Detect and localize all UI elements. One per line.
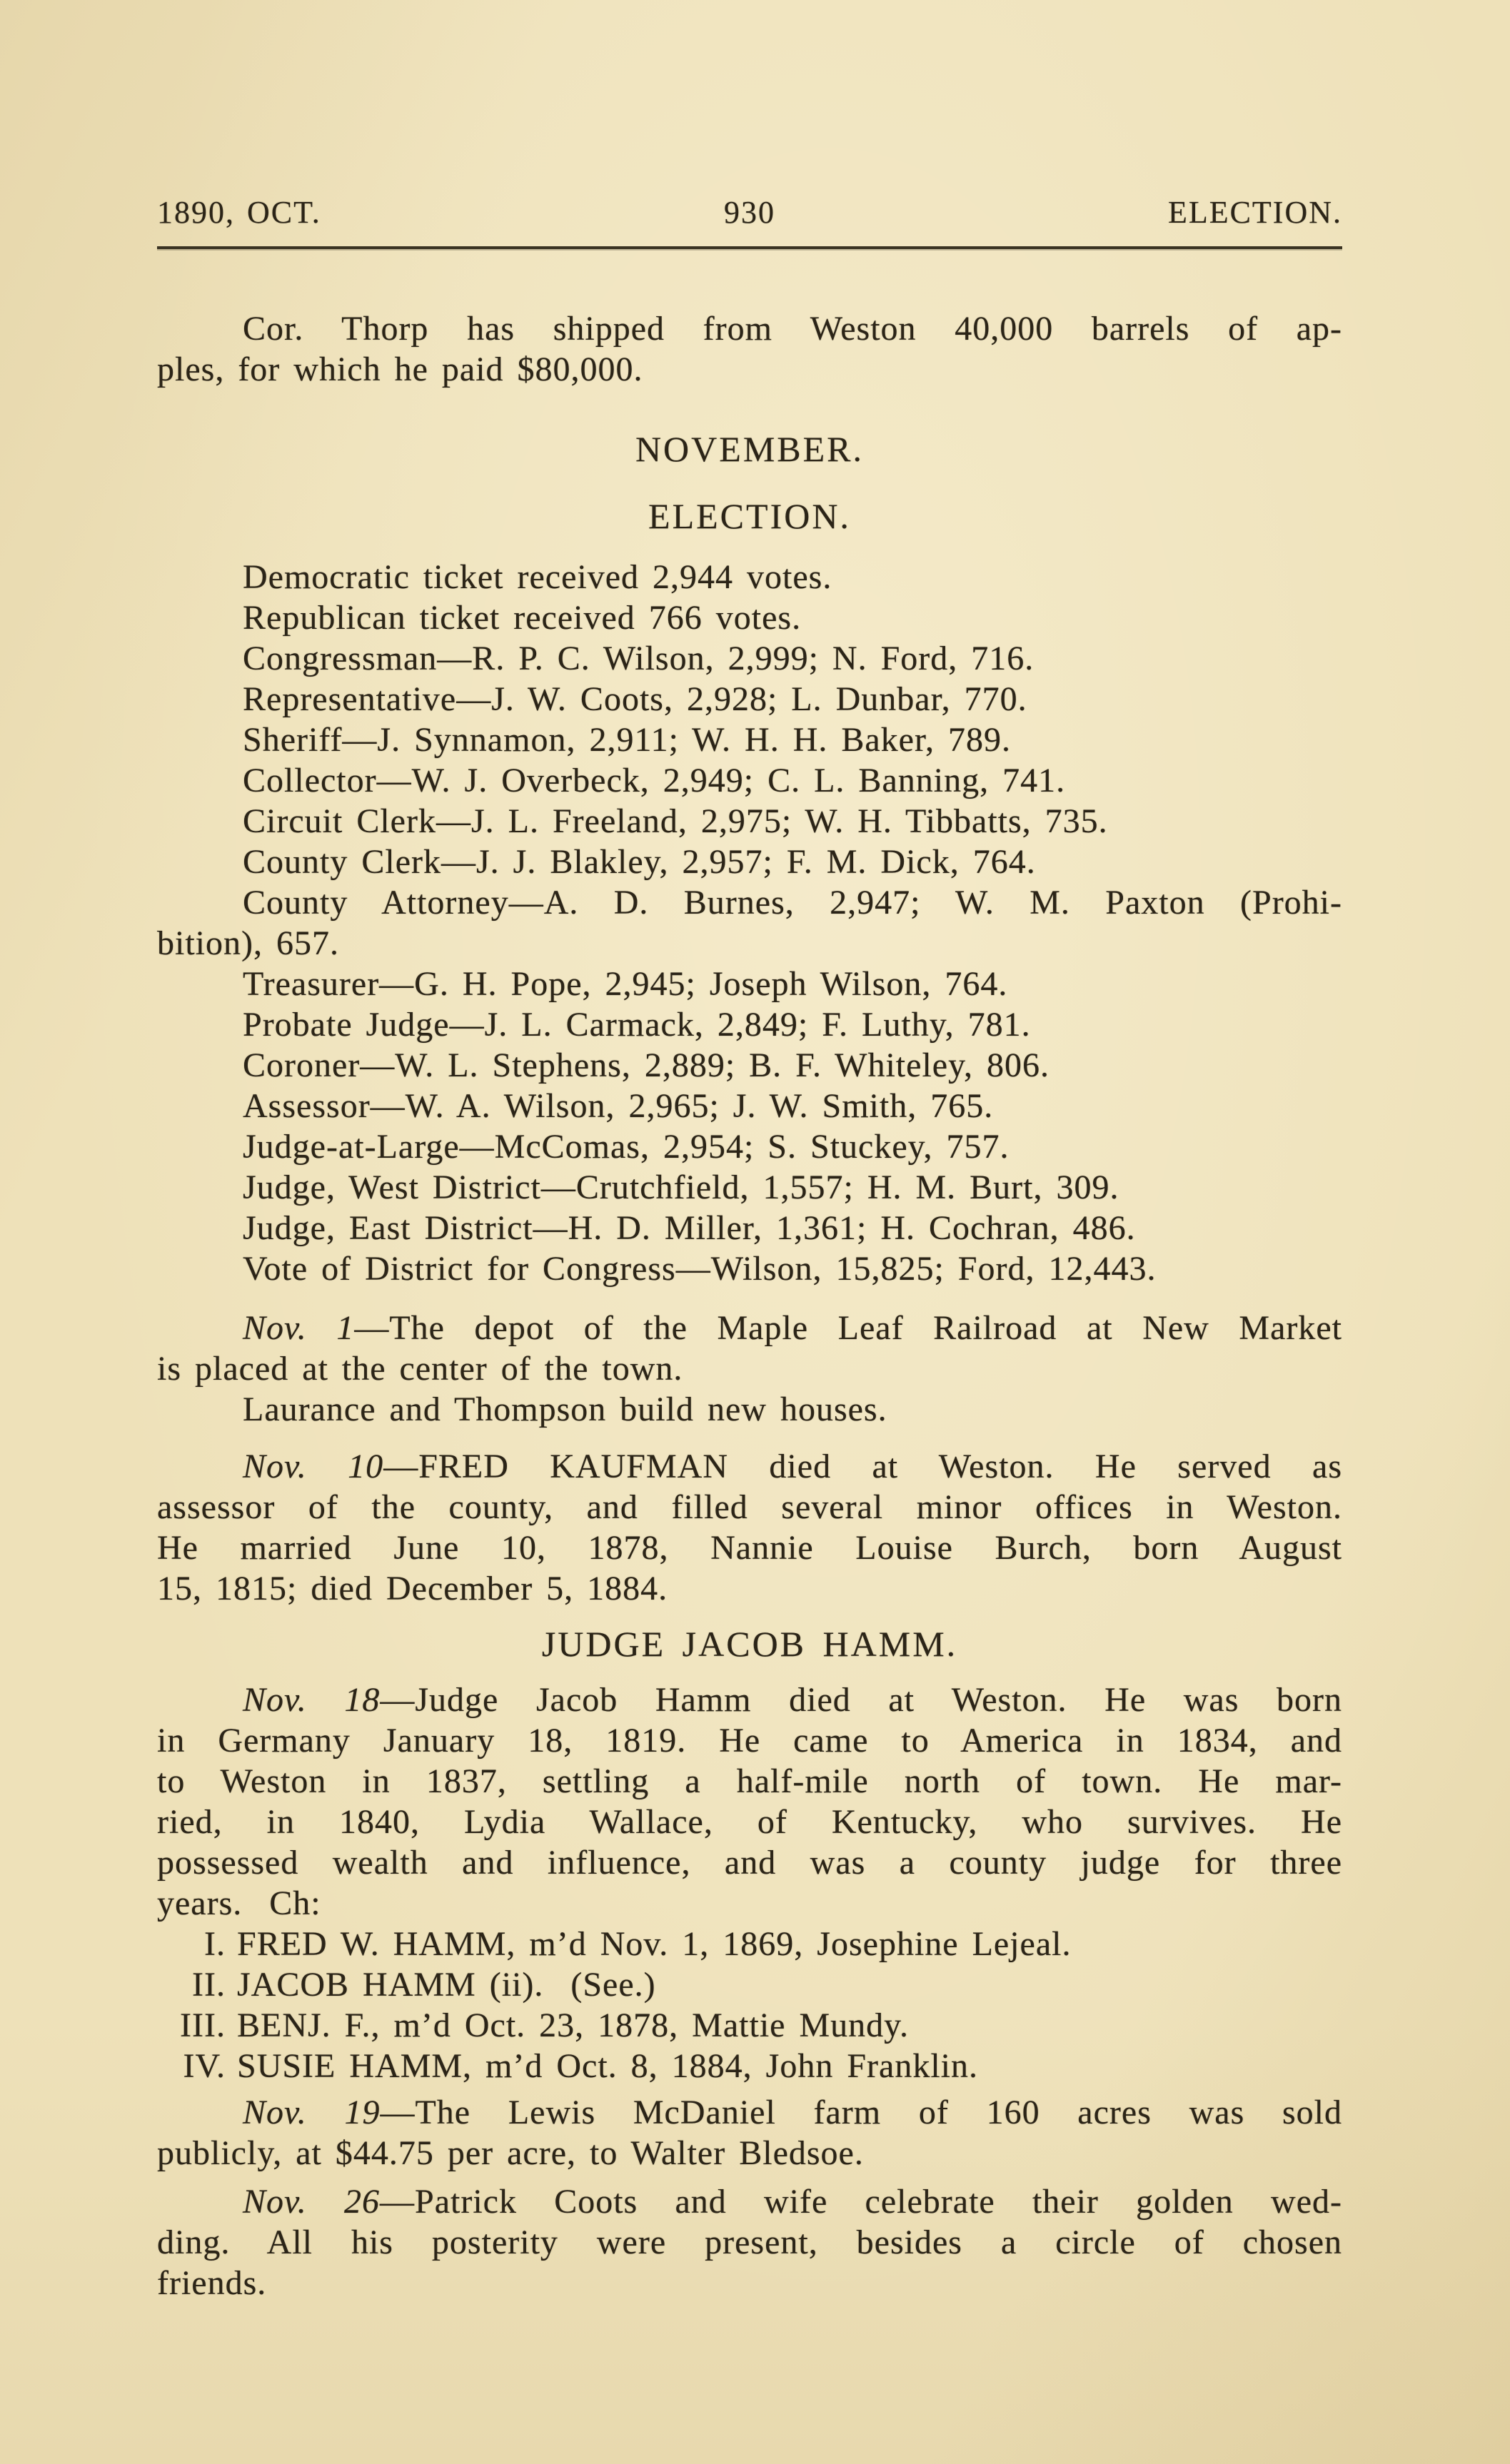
entry-nov-19 (157, 2092, 1342, 2173)
text-line: Cor. Thorp has shipped from Weston 40,000 barrels of ap- (243, 310, 1342, 348)
text-line: in Germany January 18, 1819. He came to America in 1834, and (157, 1722, 1342, 1759)
child-entry (157, 2005, 1342, 2046)
entry-nov-10 (157, 1446, 1342, 1609)
text-line: ried, in 1840, Lydia Wallace, of Kentucky, who survives. He (157, 1803, 1342, 1841)
section-heading-hamm: JUDGE JACOB HAMM. (541, 1624, 958, 1664)
text-line: Nov. 26—Patrick Coots and wife celebrate their golden wed- (243, 2183, 1342, 2221)
entry-nov-18 (157, 1680, 1342, 1924)
child-entry (157, 1964, 1342, 2005)
entry-date: Nov. 26 (243, 2183, 380, 2221)
entry-nov-1 (157, 1308, 1342, 1389)
text-line: He married June 10, 1878, Nannie Louise Burch, born August (157, 1529, 1342, 1567)
child-text: FRED W. HAMM, m’d Nov. 1, 1869, Josephine Lejeal. (237, 1925, 1072, 1963)
election-result-line: Assessor—W. A. Wilson, 2,965; J. W. Smith, 765. (243, 1087, 994, 1125)
text-line: years. Ch: (157, 1884, 321, 1922)
election-result-line: Sheriff—J. Synnamon, 2,911; W. H. H. Baker, 789. (243, 721, 1012, 759)
election-result-line: Treasurer—G. H. Pope, 2,945; Joseph Wilson, 764. (243, 965, 1008, 1003)
header-rule (157, 246, 1342, 249)
election-result-line: Collector—W. J. Overbeck, 2,949; C. L. Banning, 741. (243, 762, 1066, 799)
entry-date: Nov. 18 (243, 1681, 381, 1719)
child-text: BENJ. F., m’d Oct. 23, 1878, Mattie Mundy. (237, 2006, 910, 2044)
election-result-line: Coroner—W. L. Stephens, 2,889; B. F. Whiteley, 806. (243, 1046, 1050, 1084)
election-result-line: Judge-at-Large—McComas, 2,954; S. Stuckey, 757. (243, 1128, 1010, 1166)
section-heading-november: NOVEMBER. (635, 429, 865, 469)
election-result-line: Vote of District for Congress—Wilson, 15,825; Ford, 12,443. (243, 1250, 1157, 1288)
text-line: Nov. 1—The depot of the Maple Leaf Railroad at New Market (243, 1309, 1342, 1347)
entry-laurance: Laurance and Thompson build new houses. (243, 1390, 887, 1428)
text-line: to Weston in 1837, settling a half-mile north of town. He mar- (157, 1762, 1342, 1800)
header-date: 1890, OCT. (157, 195, 321, 230)
election-result-line: Judge, West District—Crutchfield, 1,557; H. M. Burt, 309. (243, 1168, 1119, 1206)
child-numeral: IV. (183, 2047, 226, 2085)
election-result-line: County Clerk—J. J. Blakley, 2,957; F. M. Dick, 764. (243, 843, 1036, 881)
text-line: friends. (157, 2264, 267, 2302)
child-numeral: I. (204, 1925, 226, 1963)
children-list (157, 1924, 1342, 2086)
page-number: 930 (724, 195, 775, 230)
child-numeral: II. (192, 1966, 226, 2004)
election-result-line: County Attorney—A. D. Burnes, 2,947; W. M. Paxton (Prohi- (243, 884, 1342, 922)
text-line: Nov. 10—FRED KAUFMAN died at Weston. He served as (243, 1448, 1342, 1485)
entry-date: Nov. 1 (243, 1309, 355, 1347)
text-line: Nov. 19—The Lewis McDaniel farm of 160 acres was sold (243, 2094, 1342, 2131)
section-heading-election: ELECTION. (648, 496, 851, 536)
text-line: Nov. 18—Judge Jacob Hamm died at Weston. He was born (243, 1681, 1342, 1719)
text-line: publicly, at $44.75 per acre, to Walter Bledsoe. (157, 2134, 864, 2172)
page-header (157, 194, 1342, 231)
election-result-line: Republican ticket received 766 votes. (243, 599, 802, 637)
text-line: possessed wealth and influence, and was a county judge for three (157, 1844, 1342, 1882)
entry-date: Nov. 19 (243, 2094, 381, 2131)
election-result-line: Congressman—R. P. C. Wilson, 2,999; N. Ford, 716. (243, 640, 1035, 677)
election-result-line: Probate Judge—J. L. Carmack, 2,849; F. Luthy, 781. (243, 1006, 1031, 1044)
child-text: SUSIE HAMM, m’d Oct. 8, 1884, John Franklin. (237, 2047, 979, 2085)
entry-date: Nov. 10 (243, 1448, 384, 1485)
election-result-line: bition), 657. (157, 924, 339, 962)
text-line: ples, for which he paid $80,000. (157, 350, 643, 388)
election-result-line: Judge, East District—H. D. Miller, 1,361; H. Cochran, 486. (243, 1209, 1136, 1247)
header-section: ELECTION. (1167, 195, 1342, 230)
paragraph-thorp (157, 308, 1342, 390)
child-entry (157, 1924, 1342, 1964)
entry-nov-26 (157, 2181, 1342, 2303)
text-line: ding. All his posterity were present, besides a circle of chosen (157, 2223, 1342, 2261)
text-line: 15, 1815; died December 5, 1884. (157, 1570, 668, 1607)
election-result-line: Representative—J. W. Coots, 2,928; L. Dunbar, 770. (243, 680, 1027, 718)
child-text: JACOB HAMM (ii). (See.) (237, 1966, 656, 2004)
text-line: is placed at the center of the town. (157, 1350, 683, 1388)
text-line: assessor of the county, and filled several minor offices in Weston. (157, 1488, 1342, 1526)
election-result-line: Circuit Clerk—J. L. Freeland, 2,975; W. H. Tibbatts, 735. (243, 802, 1108, 840)
election-result-line: Democratic ticket received 2,944 votes. (243, 558, 832, 596)
child-entry (157, 2046, 1342, 2086)
child-numeral: III. (180, 2006, 226, 2044)
election-results-list (157, 557, 1342, 1289)
